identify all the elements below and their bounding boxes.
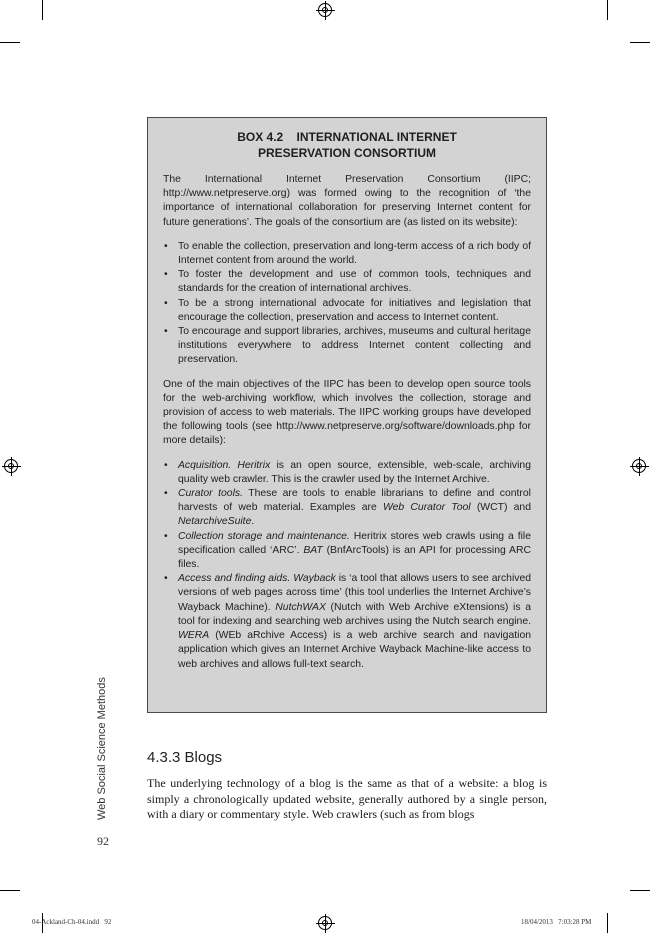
tool-name: Access and finding aids. Wayback	[178, 573, 336, 585]
tool-description: .	[251, 516, 255, 528]
section-heading: 4.3.3 Blogs	[147, 749, 223, 766]
tool-name: NetarchiveSuite	[178, 516, 252, 528]
tool-name: Acquisition. Heritrix	[178, 459, 271, 471]
box-objectives-paragraph: One of the main objectives of the IIPC has been to develop open source tools for the web-archiving workflow, which involves the collection, storage and provision of access to web materials. The IIPC working groups have developed the following tools (see http://www.netpreserve.org/software/downloads.php for more details):	[163, 378, 531, 447]
tool-description: Heritrix stores web crawls using a file specification called ‘ARC’.	[178, 530, 531, 556]
slug-filename: 04-Ackland-Ch-04.indd 92	[32, 918, 112, 926]
list-item	[163, 530, 531, 573]
tool-name: Web Curator Tool	[382, 502, 471, 514]
crop-mark	[630, 42, 650, 43]
list-item: • To enable the collection, preservation and long-term access of a rich body of Internet content from around the world.	[163, 240, 531, 268]
box-intro-paragraph: The International Internet Preservation Consortium (IIPC; http://www.netpreserve.org) was formed owing to the recognition of ‘the importance of international collaboration for preserving Internet content for future generations’. The goals of the consortium are (as listed on its website):	[163, 174, 531, 228]
tool-name: Collection storage and maintenance.	[178, 530, 350, 542]
list-item	[163, 459, 531, 487]
list-item	[163, 572, 531, 671]
box-title-line: BOX 4.2 INTERNATIONAL INTERNET	[237, 130, 457, 144]
tool-description: is ‘a tool that allows users to see archived versions of web pages across time’ (this tool underlies the Internet Archive’s Wayback Machine).	[178, 573, 532, 613]
goals-list	[163, 240, 531, 368]
running-head: Web Social Science Methods	[96, 677, 108, 820]
box-title-line: PRESERVATION CONSORTIUM	[257, 145, 436, 160]
registration-mark-icon	[318, 916, 332, 930]
crop-mark	[0, 42, 20, 43]
list-item: • To foster the development and use of common tools, techniques and standards for the creation of international archives.	[163, 268, 531, 296]
slug-timestamp: 18/04/2013 7:03:28 PM	[521, 918, 592, 926]
info-box	[147, 117, 547, 713]
crop-mark	[607, 0, 608, 20]
tool-description: (Nutch with Web Archive eXtensions) is a tool for indexing and searching web archives using the Nutch search engine.	[178, 601, 531, 627]
tool-description: (WCT) and	[470, 502, 531, 514]
tool-description: These are tools to enable librarians to define and control harvests of web material. Examples are	[178, 488, 531, 514]
list-item: • To encourage and support libraries, archives, museums and cultural heritage institutions everywhere to address Internet content collecting and preservation.	[163, 325, 531, 368]
tool-description: (WEb aRchive Access) is a web archive search and navigation application which gives an Internet Archive Wayback Machine-like access to web archives and allows full-text search.	[178, 630, 531, 670]
tool-name: WERA	[178, 630, 210, 642]
list-item	[163, 487, 531, 530]
tool-description: is an open source, extensible, web-scale, archiving quality web crawler. This is the crawler used by the Internet Archive.	[178, 459, 531, 485]
crop-mark	[607, 913, 608, 933]
tool-name: Curator tools.	[178, 488, 243, 500]
tool-name: NutchWAX	[275, 601, 326, 613]
tool-name: BAT	[303, 544, 323, 556]
tool-description: (BnfArcTools) is an API for processing ARC files.	[178, 544, 531, 571]
crop-mark	[630, 890, 650, 891]
box-title	[163, 130, 531, 161]
page-number: 92	[97, 834, 109, 848]
body-paragraph: The underlying technology of a blog is the same as that of a website: a blog is simply a chronologically updated website, generally authored by a single person, with a diary or commentary style. Web crawlers (such as from blogs	[147, 776, 547, 821]
crop-mark	[42, 0, 43, 20]
list-item: • To be a strong international advocate for initiatives and legislation that encourage the collection, preservation and access to Internet content.	[163, 297, 531, 325]
tools-list	[163, 459, 531, 672]
registration-mark-icon	[4, 459, 18, 473]
registration-mark-icon	[318, 3, 332, 17]
registration-mark-icon	[632, 459, 646, 473]
crop-mark	[0, 890, 20, 891]
